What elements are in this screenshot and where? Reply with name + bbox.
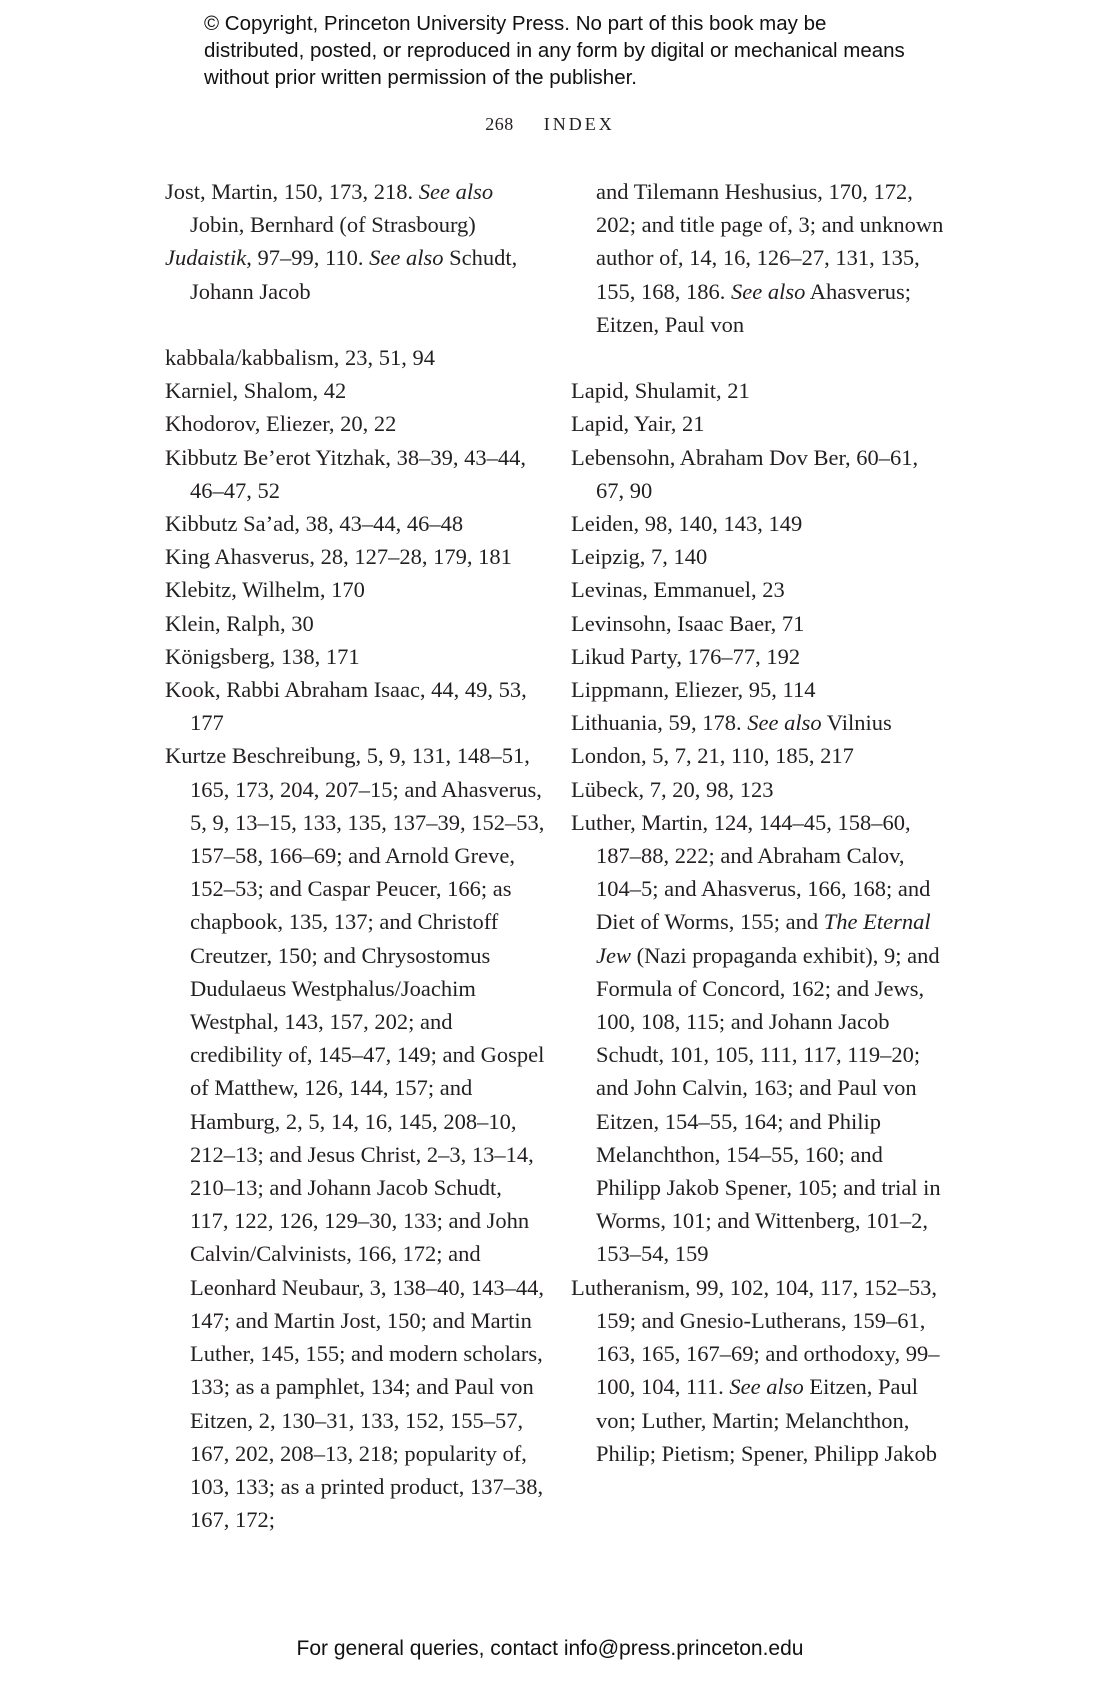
index-entry: Levinsohn, Isaac Baer, 71 bbox=[571, 610, 805, 636]
index-entry: Klein, Ralph, 30 bbox=[165, 610, 314, 636]
index-entry: Lutheranism, 99, 102, 104, 117, 152–53, 159; and Gnesio-Lutherans, 159–61, 163, 165, 167–69; and orthodoxy, 99–100, 104, 111. See also Eitzen, Paul von; Luther, Martin; Melanchthon, Philip; Pietism; Spener, Philipp Jakob bbox=[571, 1274, 940, 1466]
letter-group-gap bbox=[571, 341, 951, 374]
index-entry: Khodorov, Eliezer, 20, 22 bbox=[165, 411, 397, 437]
index-entry: Leipzig, 7, 140 bbox=[571, 544, 708, 570]
index-entry: Leiden, 98, 140, 143, 149 bbox=[571, 511, 803, 537]
letter-group-gap bbox=[165, 308, 545, 341]
index-entry: Königsberg, 138, 171 bbox=[165, 643, 360, 669]
index-entry: Karniel, Shalom, 42 bbox=[165, 378, 347, 404]
index-entry: Kook, Rabbi Abraham Isaac, 44, 49, 53, 177 bbox=[165, 677, 527, 736]
index-entry-continued: and Tilemann Heshusius, 170, 172, 202; and title page of, 3; and unknown author of, 14, 16, 126–27, 131, 135, 155, 168, 186. See also Ahasverus; Eitzen, Paul von bbox=[596, 179, 944, 337]
index-entry: Levinas, Emmanuel, 23 bbox=[571, 577, 785, 603]
copyright-notice: © Copyright, Princeton University Press. No part of this book may be distributed, posted, or reproduced in any form by digital or mechanical means without prior written permission of the publisher. bbox=[204, 12, 905, 89]
index-entry: Lippmann, Eliezer, 95, 114 bbox=[571, 677, 816, 703]
index-entry: King Ahasverus, 28, 127–28, 179, 181 bbox=[165, 544, 512, 570]
index-entry: Kurtze Beschreibung, 5, 9, 131, 148–51, 165, 173, 204, 207–15; and Ahasverus, 5, 9, 13–15, 133, 135, 137–39, 152–53, 157–58, 166–69; and Arnold Greve, 152–53; and Caspar Peucer, 166; as chapbook, 135, 137; and Christoff Creutzer, 150; and Chrysostomus Dudulaeus Westphalus/Joachim Westphal, 143, 157, 202; and credibility of, 145–47, 149; and Gospel of Matthew, 126, 144, 157; and Hamburg, 2, 5, 14, 16, 145, 208–10, 212–13; and Jesus Christ, 2–3, 13–14, 210–13; and Johann Jacob Schudt, 117, 122, 126, 129–30, 133; and John Calvin/Calvinists, 166, 172; and Leonhard Neubaur, 3, 138–40, 143–44, 147; and Martin Jost, 150; and Martin Luther, 145, 155; and modern scholars, 133; as a pamphlet, 134; and Paul von Eitzen, 2, 130–31, 133, 152, 155–57, 167, 202, 208–13, 218; popularity of, 103, 133; as a printed product, 137–38, 167, 172; bbox=[165, 743, 545, 1533]
index-column-right bbox=[571, 175, 951, 1470]
index-entry: Kibbutz Be’erot Yitzhak, 38–39, 43–44, 46–47, 52 bbox=[165, 444, 526, 503]
index-entry: Lapid, Shulamit, 21 bbox=[571, 378, 750, 404]
index-entry: Lithuania, 59, 178. See also Vilnius bbox=[571, 710, 892, 736]
index-entry: kabbala/kabbalism, 23, 51, 94 bbox=[165, 345, 435, 370]
index-entry: Luther, Martin, 124, 144–45, 158–60, 187–88, 222; and Abraham Calov, 104–5; and Ahasverus, 166, 168; and Diet of Worms, 155; and The Eternal Jew (Nazi propaganda exhibit), 9; and Formula of Concord, 162; and Jews, 100, 108, 115; and Johann Jacob Schudt, 101, 105, 111, 117, 119–20; and John Calvin, 163; and Paul von Eitzen, 154–55, 164; and Philip Melanchthon, 154–55, 160; and Philipp Jakob Spener, 105; and trial in Worms, 101; and Wittenberg, 101–2, 153–54, 159 bbox=[571, 809, 941, 1267]
index-entry: Klebitz, Wilhelm, 170 bbox=[165, 577, 365, 603]
index-entry: Jost, Martin, 150, 173, 218. See also Jobin, Bernhard (of Strasbourg) bbox=[165, 179, 494, 238]
page-number: 268 bbox=[485, 114, 514, 134]
index-entry: Lübeck, 7, 20, 98, 123 bbox=[571, 776, 774, 802]
index-entry: Likud Party, 176–77, 192 bbox=[571, 643, 801, 669]
contact-footer: For general queries, contact info@press.princeton.edu bbox=[296, 1637, 804, 1660]
running-head bbox=[0, 114, 1100, 135]
index-column-left bbox=[165, 175, 545, 1536]
index-entry: Lapid, Yair, 21 bbox=[571, 411, 705, 437]
section-title: INDEX bbox=[543, 114, 615, 134]
index-entry: Judaistik, 97–99, 110. See also Schudt, Johann Jacob bbox=[165, 245, 518, 304]
index-entry: Kibbutz Sa’ad, 38, 43–44, 46–48 bbox=[165, 511, 464, 537]
index-entry: Lebensohn, Abraham Dov Ber, 60–61, 67, 90 bbox=[571, 444, 919, 503]
index-entry: London, 5, 7, 21, 110, 185, 217 bbox=[571, 743, 854, 769]
